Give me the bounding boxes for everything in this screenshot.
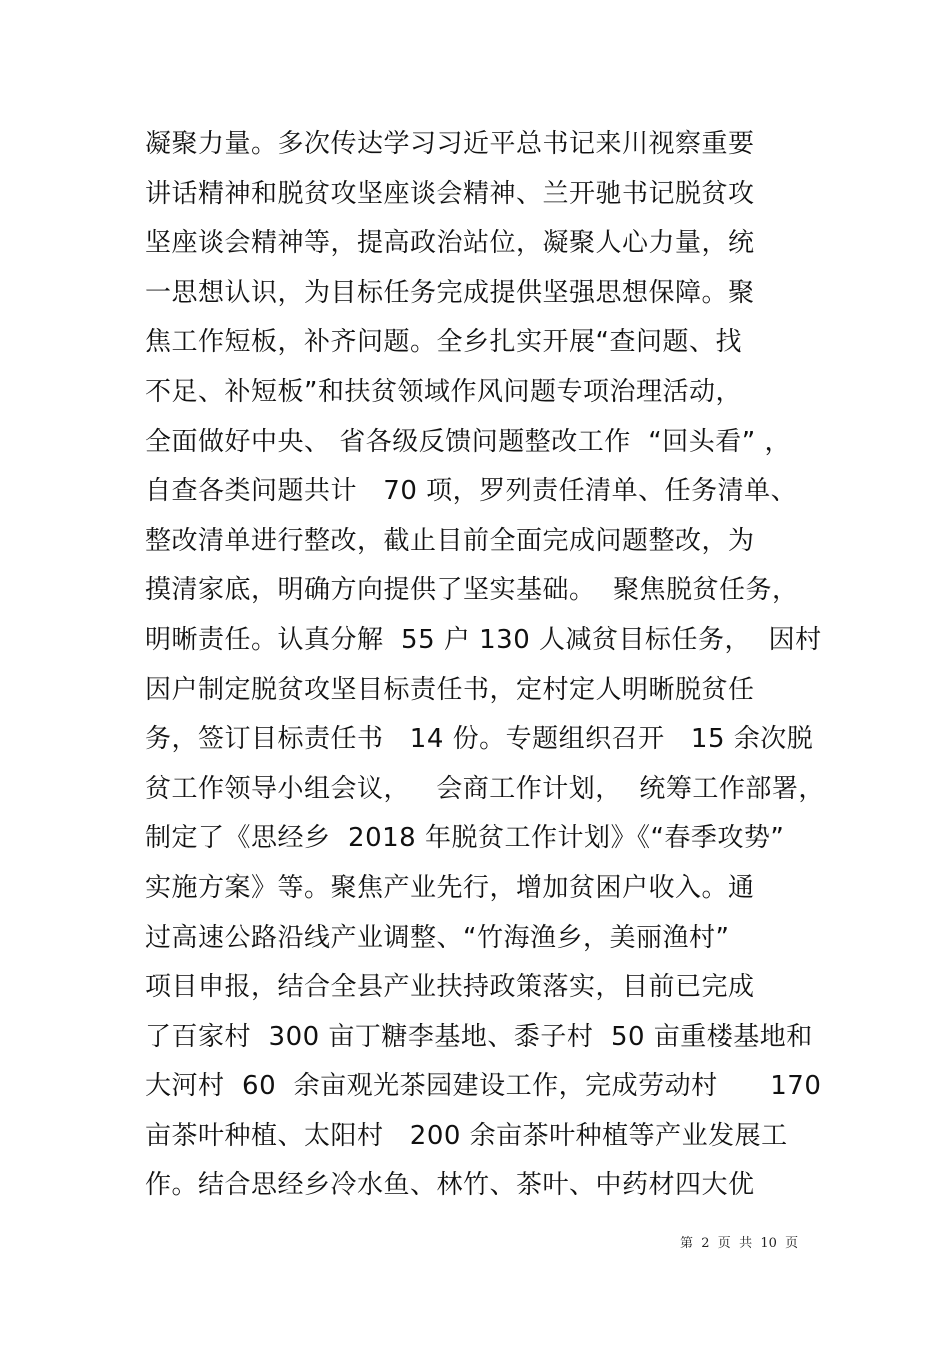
text-line: 焦工作短板，补齐问题。全乡扎实开展“查问题、找 [145, 327, 742, 358]
text-line: 不足、补短板”和扶贫领域作风问题专项治理活动， [145, 376, 742, 407]
text-line: 坚座谈会精神等，提高政治站位，凝聚人心力量，统 [145, 228, 755, 259]
text-line: 讲话精神和脱贫攻坚座谈会精神、兰开驰书记脱贫攻 [145, 178, 755, 209]
text-line: 项目申报，结合全县产业扶持政策落实，目前已完成 [145, 972, 755, 1003]
text-line: 整改清单进行整改，截止目前全面完成问题整改，为 [145, 525, 755, 556]
text-line: 因户制定脱贫攻坚目标责任书，定村定人明晰脱贫任 [145, 674, 755, 705]
text-line: 凝聚力量。多次传达学习习近平总书记来川视察重要 [145, 129, 755, 159]
text-line: 大河村 60 余亩观光茶园建设工作，完成劳动村 170 [145, 1071, 822, 1102]
text-line: 制定了《思经乡 2018 年脱贫工作计划》《“春季攻势” [145, 823, 785, 854]
text-line: 作。结合思经乡冷水鱼、林竹、茶叶、中药材四大优 [145, 1170, 755, 1201]
text-line: 过高速公路沿线产业调整、“竹海渔乡，美丽渔村” [145, 922, 730, 953]
text-line: 摸清家底，明确方向提供了坚实基础。 聚焦脱贫任务， [145, 575, 799, 606]
text-line: 一思想认识，为目标任务完成提供坚强思想保障。聚 [145, 277, 755, 308]
text-line: 务，签订目标责任书 14 份。专题组织召开 15 余次脱 [145, 724, 814, 755]
body-text [145, 120, 825, 1211]
page-footer: 第 2 页 共 10 页 [680, 1236, 799, 1251]
text-line: 亩茶叶种植、太阳村 200 余亩茶叶种植等产业发展工 [145, 1120, 788, 1151]
text-line: 实施方案》等。聚焦产业先行，增加贫困户收入。通 [145, 872, 755, 903]
text-line: 了百家村 300 亩丁糖李基地、黍子村 50 亩重楼基地和 [145, 1021, 813, 1052]
text-line: 明晰责任。认真分解 55 户 130 人减贫目标任务， 因村 [145, 624, 822, 655]
text-line: 全面做好中央、 省各级反馈问题整改工作 “回头看” ， [145, 426, 791, 457]
text-line: 贫工作领导小组会议， 会商工作计划， 统筹工作部署， [145, 773, 825, 804]
text-line: 自查各类问题共计 70 项，罗列责任清单、任务清单、 [145, 476, 798, 507]
